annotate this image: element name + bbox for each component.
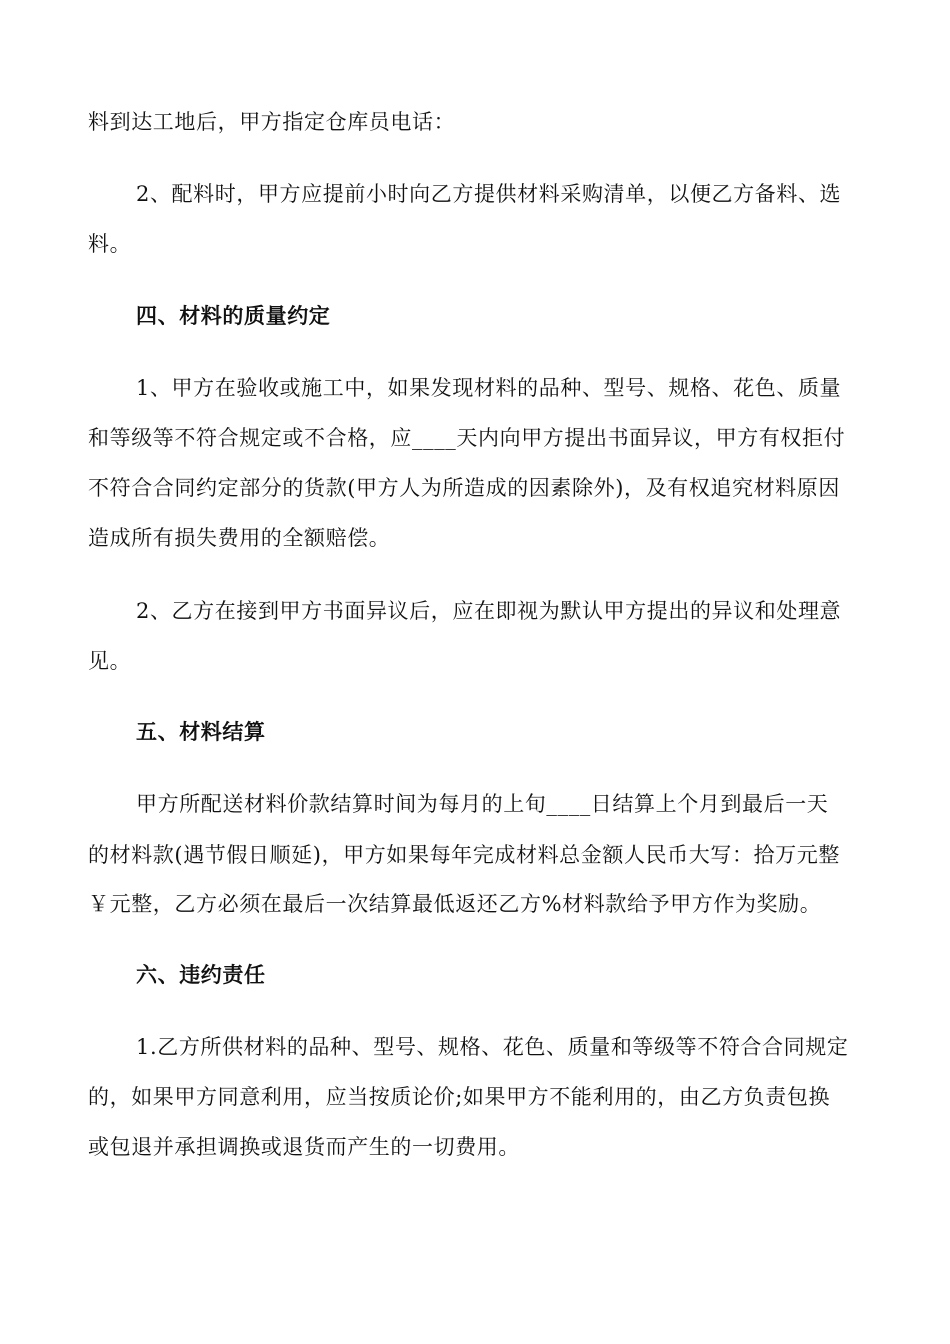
section-heading: 五、材料结算 — [136, 720, 266, 744]
body-text-line: 见。 — [88, 649, 132, 673]
body-text-line: 不符合合同约定部分的货款(甲方人为所造成的因素除外)，及有权追究材料原因 — [88, 476, 840, 500]
body-text-line: 料。 — [88, 232, 132, 256]
clause-text-line: 2、配料时，甲方应提前小时向乙方提供材料采购清单，以便乙方备料、选 — [136, 182, 842, 206]
clause-text-line: 1、甲方在验收或施工中，如果发现材料的品种、型号、规格、花色、质量 — [136, 376, 842, 400]
clause-text-line: 1.乙方所供材料的品种、型号、规格、花色、质量和等级等不符合合同规定 — [136, 1035, 849, 1059]
body-text-line: 的材料款(遇节假日顺延)，甲方如果每年完成材料总金额人民币大写：拾万元整 — [88, 843, 840, 867]
body-text-line: 和等级等不符合规定或不合格，应____天内向甲方提出书面异议，甲方有权拒付 — [88, 426, 846, 450]
section-heading: 四、材料的质量约定 — [136, 304, 331, 328]
body-text-line: ￥元整，乙方必须在最后一次结算最低返还乙方%材料款给予甲方作为奖励。 — [88, 892, 822, 916]
clause-text-line: 2、乙方在接到甲方书面异议后，应在即视为默认甲方提出的异议和处理意 — [136, 599, 842, 623]
section-heading: 六、违约责任 — [136, 963, 266, 987]
body-text-line: 造成所有损失费用的全额赔偿。 — [88, 526, 391, 550]
clause-text-line: 甲方所配送材料价款结算时间为每月的上旬____日结算上个月到最后一天 — [136, 792, 829, 816]
body-text-line: 料到达工地后，甲方指定仓库员电话： — [88, 110, 456, 134]
body-text-line: 或包退并承担调换或退货而产生的一切费用。 — [88, 1135, 520, 1159]
body-text-line: 的，如果甲方同意利用，应当按质论价;如果甲方不能利用的，由乙方负责包换 — [88, 1085, 831, 1109]
